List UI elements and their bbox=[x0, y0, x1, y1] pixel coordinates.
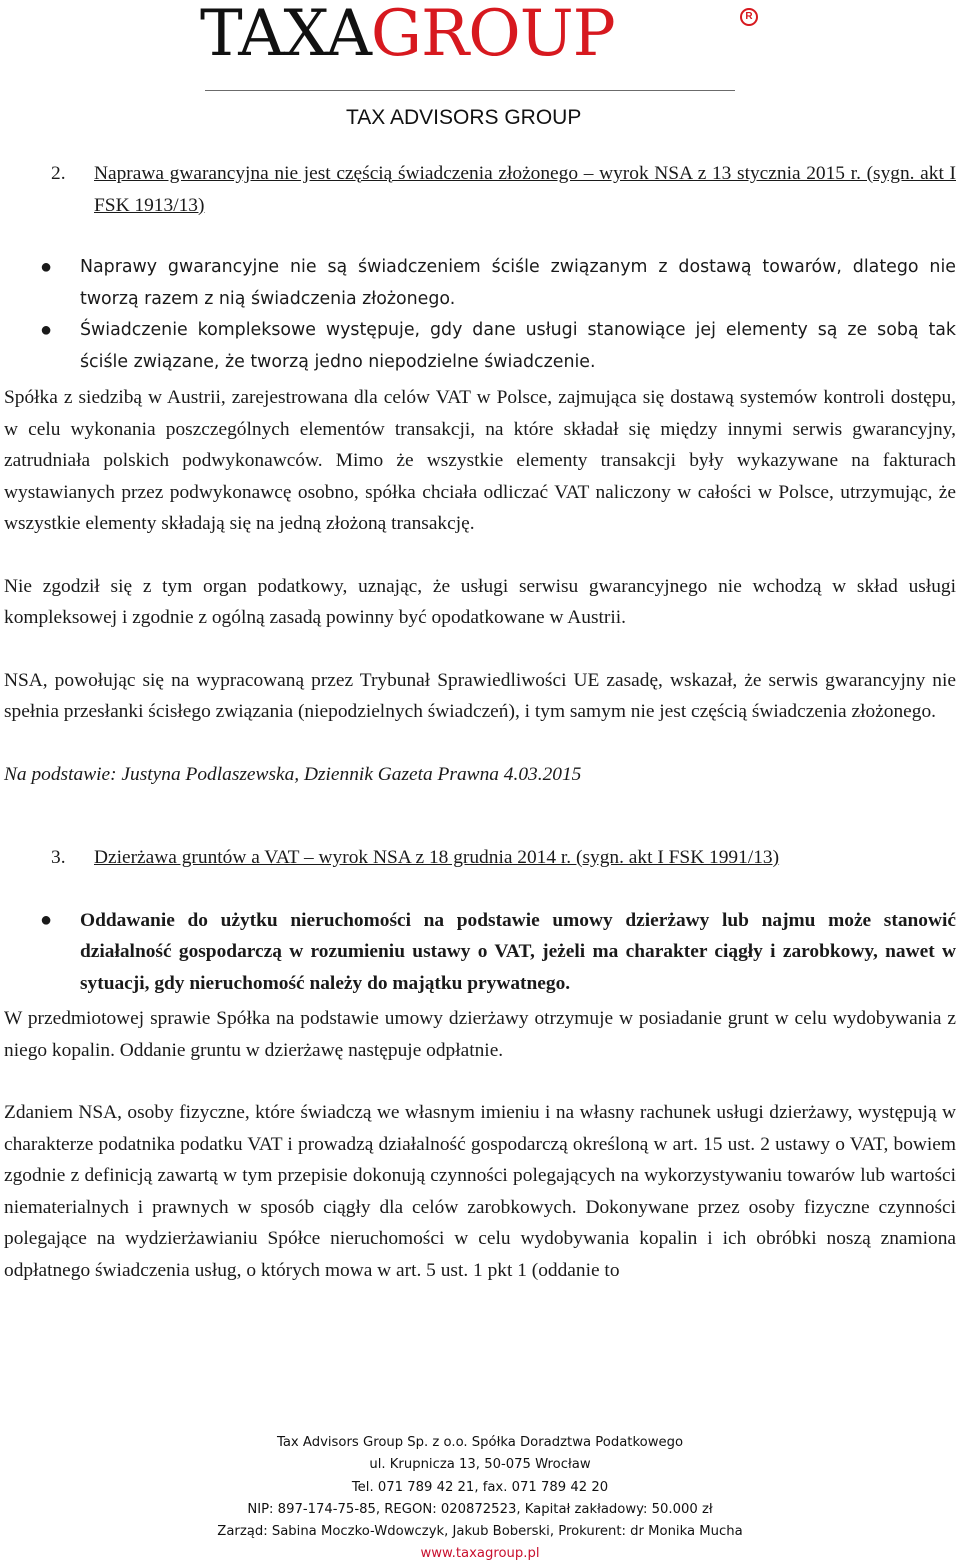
paragraph: Nie zgodził się z tym organ podatkowy, uznając, że usługi serwisu gwarancyjnego nie wchodzą w skład usługi kompleksowej i zgodnie z ogólną zasadą powinny być opodatkowane w Austrii. bbox=[4, 575, 956, 628]
bullet-icon: ● bbox=[40, 256, 53, 278]
section-2-bullets bbox=[4, 252, 956, 378]
bullet-text: Świadczenie kompleksowe występuje, gdy dane usługi stanowiące jej elementy są ze sobą tak ściśle związane, że tworzą jedno niepodzielne świadczenie. bbox=[80, 320, 956, 372]
bullet-icon: ● bbox=[40, 319, 53, 341]
list-item bbox=[4, 252, 956, 315]
footer-website-link[interactable]: www.taxagroup.pl bbox=[420, 1546, 540, 1562]
bullet-text: Naprawy gwarancyjne nie są świadczeniem ściśle związanym z dostawą towarów, dlatego nie tworzą razem z nią świadczenia złożonego. bbox=[80, 257, 956, 309]
logo-group: GROUP bbox=[370, 0, 615, 71]
source-citation: Na podstawie: Justyna Podlaszewska, Dziennik Gazeta Prawna 4.03.2015 bbox=[4, 763, 582, 785]
section-number: 2. bbox=[51, 163, 66, 184]
logo-taxa: TAXA bbox=[200, 0, 371, 71]
logo-divider bbox=[205, 90, 735, 91]
footer-company: Tax Advisors Group Sp. z o.o. Spółka Doradztwa Podatkowego bbox=[276, 1435, 684, 1450]
bullet-icon: ● bbox=[40, 908, 53, 931]
document-body bbox=[4, 158, 956, 1286]
footer-address: ul. Krupnicza 13, 50-075 Wrocław bbox=[369, 1457, 591, 1473]
paragraph: Spółka z siedzibą w Austrii, zarejestrowana dla celów VAT w Polsce, zajmująca się dostawą systemów kontroli dostępu, w celu wykonania poszczególnych elementów transakcji, na które składał się między innymi serwis gwarancyjny, zatrudniała polskich podwykonawców. Mimo że wszystkie elementy transakcji były wykazywane na fakturach wystawianych przez podwykonawcę osobno, spółka chciała odliczać VAT naliczony w całości w Polsce, utrzymując, że wszystkie elementy składają się na jedną złożoną transakcję. bbox=[4, 387, 956, 534]
section-3-title-link[interactable]: Dzierżawa gruntów a VAT – wyrok NSA z 18 grudnia 2014 r. (sygn. akt I FSK 1991/13) bbox=[94, 847, 780, 868]
logo bbox=[200, 0, 760, 70]
section-2-heading bbox=[4, 158, 956, 221]
page-header bbox=[0, 0, 960, 140]
footer-board: Zarząd: Sabina Moczko-Wdowczyk, Jakub Boberski, Prokurent: dr Monika Mucha bbox=[217, 1524, 743, 1540]
section-3-bullets bbox=[4, 905, 956, 1000]
list-item bbox=[4, 315, 956, 378]
bullet-text: Oddawanie do użytku nieruchomości na podstawie umowy dzierżawy lub najmu może stanowić działalność gospodarczą w rozumieniu ustawy o VAT, jeżeli ma charakter ciągły i zarobkowy, nawet w sytuacji, gdy nieruchomość należy do majątku prywatnego. bbox=[80, 909, 956, 994]
paragraph: W przedmiotowej sprawie Spółka na podstawie umowy dzierżawy otrzymuje w posiadanie grunt w celu wydobywania z niego kopalin. Oddanie gruntu w dzierżawę następuje odpłatnie. bbox=[4, 1008, 956, 1061]
page-footer bbox=[0, 1432, 960, 1566]
paragraph: Zdaniem NSA, osoby fizyczne, które świadczą we własnym imieniu i na własny rachunek usługi dzierżawy, występują w charakterze podatnika podatku VAT i prowadzą działalność gospodarczą określoną w art. 15 ust. 2 ustawy o VAT, bowiem zgodnie z definicją zawartą w tym przepisie dokonują czynności polegających na wykorzystywaniu towarów lub wartości niematerialnych i prawnych w sposób ciągły dla celów zarobkowych. Dokonywane przez osoby fizyczne czynności polegające na wydzierżawianiu Spółce nieruchomości w celu wydobywania kopalin i ich obróbki noszą znamiona odpłatnego świadczenia usług, o których mowa w art. 5 ust. 1 pkt 1 (oddanie to bbox=[4, 1102, 956, 1281]
section-2-title-link[interactable]: Naprawa gwarancyjna nie jest częścią świadczenia złożonego – wyrok NSA z 13 stycznia 2015 r. (sygn. akt I FSK 1913/13) bbox=[94, 163, 956, 216]
section-number: 3. bbox=[51, 847, 66, 868]
footer-phone: Tel. 071 789 42 21, fax. 071 789 42 20 bbox=[351, 1479, 609, 1495]
section-3-heading bbox=[4, 842, 956, 874]
logo-subtitle: TAX ADVISORS GROUP bbox=[346, 106, 582, 129]
paragraph: NSA, powołując się na wypracowaną przez Trybunał Sprawiedliwości UE zasadę, wskazał, że serwis gwarancyjny nie spełnia przesłanki ścisłego związania (niepodzielnych świadczeń), i tym samym nie jest częścią świadczenia złożonego. bbox=[4, 669, 956, 722]
registered-mark-icon: R bbox=[740, 8, 758, 26]
footer-registration: NIP: 897-174-75-85, REGON: 020872523, Kapitał zakładowy: 50.000 zł bbox=[247, 1501, 713, 1517]
list-item bbox=[4, 905, 956, 1000]
